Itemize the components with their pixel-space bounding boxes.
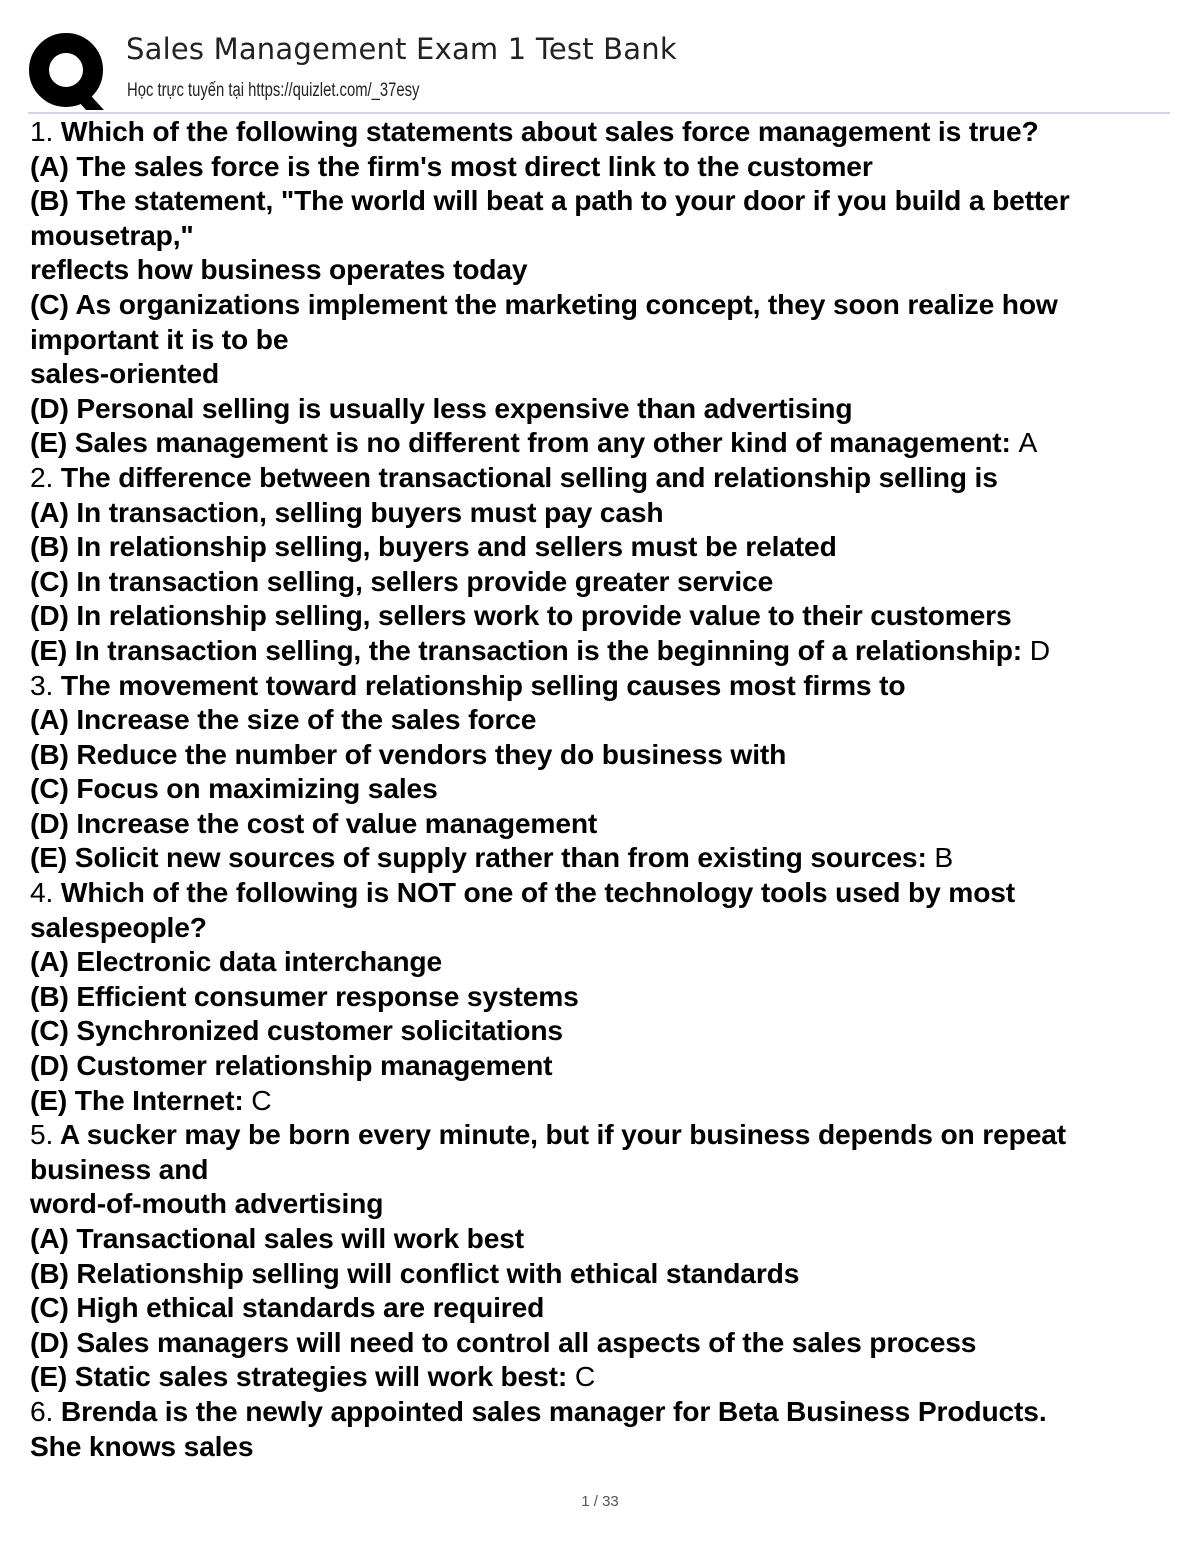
line-text: (A) Electronic data interchange [30,945,442,978]
source-link[interactable]: Học trực tuyến tại https://quizlet.com/_37esy [127,80,420,101]
question-item [30,1394,1180,1463]
line-text: important it is to be [30,322,289,355]
question-number: 5. [30,1118,54,1151]
question-option-line [30,1221,1180,1256]
line-text: (E) Solicit new sources of supply rather than from existing sources: [30,841,927,874]
line-text: reflects how business operates today [30,253,528,286]
question-option-line [30,702,1180,737]
question-text-line [30,114,1180,149]
question-item [30,668,1180,876]
question-option-line [30,356,1180,391]
question-option-line [30,1359,1180,1394]
question-option-line [30,771,1180,806]
line-text: business and [30,1152,209,1185]
question-option-line [30,1083,1180,1118]
question-option-line [30,1048,1180,1083]
line-text: (C) Synchronized customer solicitations [30,1014,563,1047]
question-option-line [30,1256,1180,1291]
line-text: A sucker may be born every minute, but if your business depends on repeat [59,1118,1067,1151]
page-header [28,28,1174,112]
question-text-line [30,875,1180,910]
line-text: (B) Efficient consumer response systems [30,979,579,1012]
line-text: (D) Increase the cost of value management [30,806,598,839]
question-text-line [30,460,1180,495]
question-option-line [30,1429,1180,1464]
line-text: The difference between transactional selling and relationship selling is [60,460,998,493]
page-number: 1 / 33 [581,1493,619,1510]
question-number: 1. [30,115,54,147]
question-option-line [30,737,1180,772]
question-option-line [30,1290,1180,1325]
question-number: 3. [30,668,54,701]
question-option-line [30,944,1180,979]
question-text-line [30,668,1180,703]
line-text: Which of the following is NOT one of the technology tools used by most [60,876,1016,909]
line-text: (D) Personal selling is usually less expensive than advertising [30,391,853,424]
line-text: The movement toward relationship selling causes most firms to [60,668,906,701]
question-option-line [30,495,1180,530]
answer-key: C [574,1360,596,1393]
document-title: Sales Management Exam 1 Test Bank [126,32,677,66]
question-option-line [30,391,1180,426]
question-text-line [30,1117,1180,1152]
question-option-line [30,564,1180,599]
line-text: (D) In relationship selling, sellers work to provide value to their customers [30,599,1012,632]
line-text: (C) High ethical standards are required [30,1291,545,1324]
question-option-line [30,1013,1180,1048]
line-text: (A) Increase the size of the sales force [30,703,537,736]
question-option-line [30,425,1180,460]
question-option-line [30,598,1180,633]
line-text: (B) Reduce the number of vendors they do business with [30,737,787,770]
question-option-line [30,1186,1180,1221]
question-option-line [30,910,1180,945]
line-text: (E) The Internet: [30,1083,244,1116]
question-option-line [30,633,1180,668]
question-number: 6. [30,1394,54,1427]
question-option-line [30,252,1180,287]
question-option-line [30,1325,1180,1360]
answer-key: A [1018,426,1038,459]
line-text: (E) In transaction selling, the transaction is the beginning of a relationship: [30,633,1023,666]
line-text: word-of-mouth advertising [30,1187,384,1220]
line-text: (D) Customer relationship management [30,1049,553,1082]
question-option-line [30,218,1180,253]
line-text: (B) In relationship selling, buyers and sellers must be related [30,530,837,563]
line-text: (A) In transaction, selling buyers must pay cash [30,495,664,528]
line-text: (A) Transactional sales will work best [30,1222,525,1254]
line-text: (B) Relationship selling will conflict with ethical standards [30,1256,800,1289]
line-text: (E) Sales management is no different from any other kind of management: [30,426,1011,459]
line-text: (D) Sales managers will need to control all aspects of the sales process [30,1325,977,1358]
answer-key: B [934,841,954,874]
question-item [30,460,1180,668]
answer-key: D [1029,633,1050,666]
question-number: 4. [30,876,54,909]
question-option-line [30,840,1180,875]
line-text: (C) As organizations implement the marketing concept, they soon realize how [30,287,1058,320]
line-text: (A) The sales force is the firm's most direct link to the customer [30,149,873,182]
question-text-line [30,1394,1180,1429]
question-list [30,114,1180,1463]
line-text: Which of the following statements about sales force management is true? [60,115,1039,147]
question-item [30,875,1180,1117]
question-option-line [30,1152,1180,1187]
line-text: salespeople? [30,910,207,943]
line-text: Brenda is the newly appointed sales manager for Beta Business Products. [60,1394,1047,1427]
line-text: (E) Static sales strategies will work best: [30,1360,568,1393]
question-option-line [30,183,1180,218]
line-text: (C) In transaction selling, sellers provide greater service [30,564,774,597]
question-option-line [30,322,1180,357]
question-option-line [30,529,1180,564]
question-item [30,1117,1180,1394]
question-option-line [30,287,1180,322]
line-text: mousetrap," [30,218,194,251]
answer-key: C [251,1083,272,1116]
quizlet-logo-icon [28,32,108,112]
question-option-line [30,149,1180,184]
line-text: She knows sales [30,1429,254,1462]
line-text: (B) The statement, "The world will beat a path to your door if you build a better [30,184,1070,217]
question-option-line [30,806,1180,841]
question-option-line [30,979,1180,1014]
line-text: (C) Focus on maximizing sales [30,772,438,805]
question-item [30,114,1180,460]
question-number: 2. [30,460,54,493]
line-text: sales-oriented [30,357,220,390]
